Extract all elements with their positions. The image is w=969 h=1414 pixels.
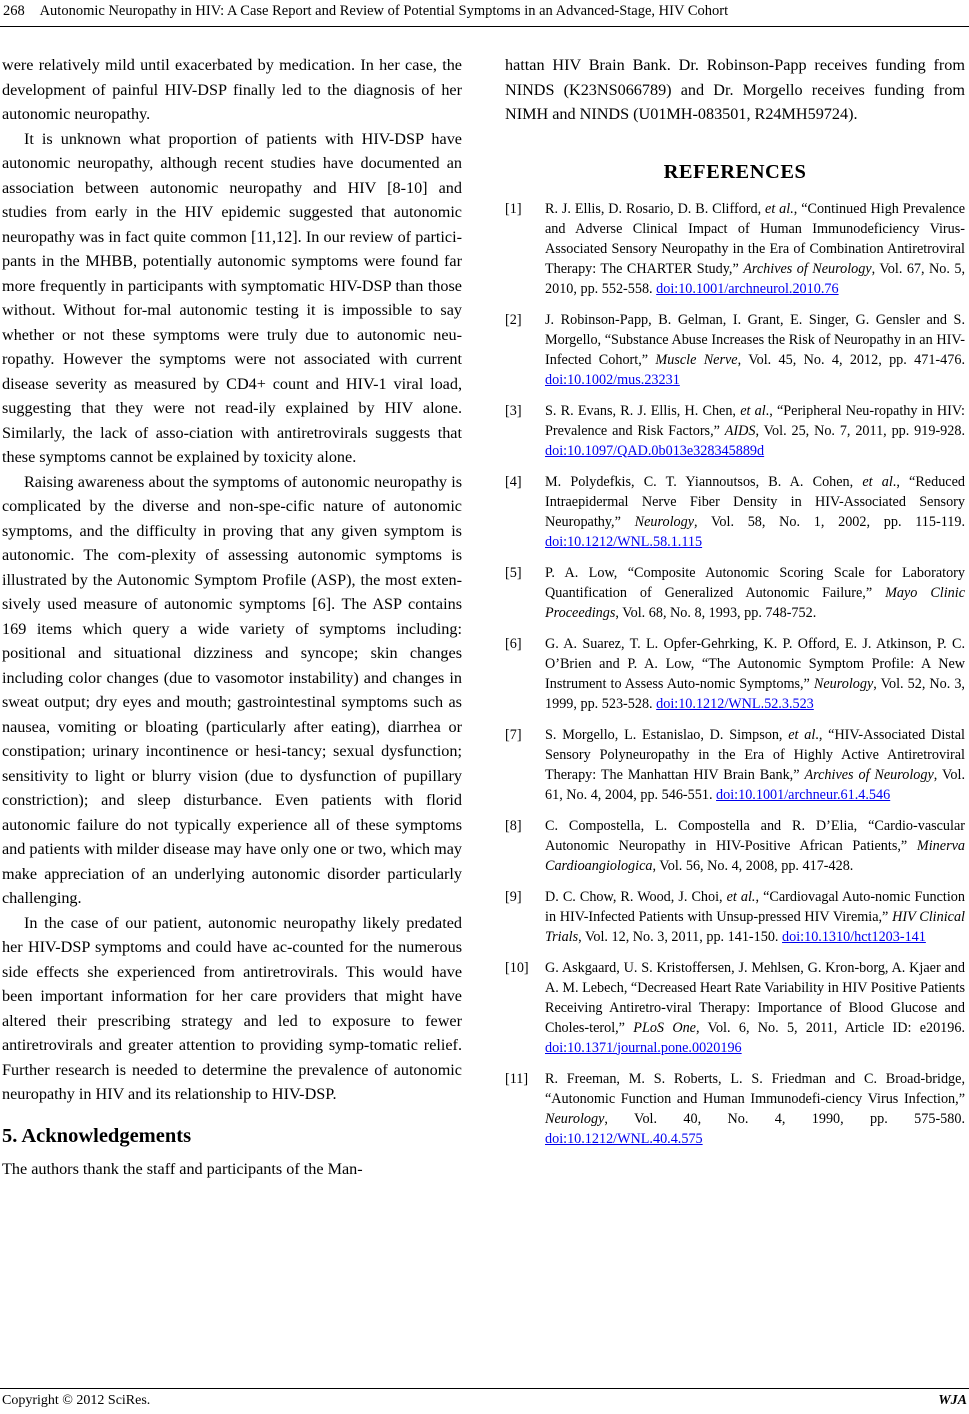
reference-text: , “Cardiovagal Auto-nomic Function in HIV-Infected Patients with Unsup-pressed HIV Viremia,” (545, 888, 965, 925)
doi-link[interactable]: doi:10.1310/hct1203-141 (782, 928, 926, 945)
reference-text: ., “HIV-Associated Distal Sensory Polyneuropathy in the Era of Highly Active Antiretroviral Therapy: The Manhattan HIV Brain Bank,” (545, 726, 965, 783)
reference-item (505, 634, 965, 714)
reference-italic: et al (740, 402, 766, 419)
reference-number: [2] (505, 311, 522, 328)
reference-text: R. Freeman, M. S. Roberts, L. S. Friedman and C. Broad-bridge, “Autonomic Function and Human Immunodefi-ciency Virus Infection,” (545, 1070, 965, 1107)
reference-italic: et al. (726, 888, 756, 905)
right-column (505, 53, 965, 1160)
reference-item (505, 1069, 965, 1149)
reference-list (505, 199, 965, 1149)
acknowledgements-continued: hattan HIV Brain Bank. Dr. Robinson-Papp receives funding from NINDS (K23NS066789) and Dr. Morgello receives funding from NIMH and NINDS (U01MH-083501, R24MH59724). (505, 56, 965, 123)
reference-number: [6] (505, 635, 522, 652)
doi-link[interactable]: doi:10.1002/mus.23231 (545, 371, 680, 388)
reference-text: C. Compostella, L. Compostella and R. D’Elia, “Cardio-vascular Autonomic Neuropathy in HIV-Positive African Patients,” (545, 817, 965, 854)
reference-italic: Neurology (634, 513, 694, 530)
reference-text: D. C. Chow, R. Wood, J. Choi, (545, 888, 727, 905)
reference-item (505, 472, 965, 552)
reference-number: [7] (505, 726, 522, 743)
reference-italic: et al (862, 473, 893, 490)
reference-text: , Vol. 68, No. 8, 1993, pp. 748-752. (615, 604, 817, 621)
body-paragraph: Raising awareness about the symptoms of autonomic neuropathy is complicated by the diverse and non-spe-cific nature of autonomic symptoms, and the difficulty in proving that any given symptom is autonomic. The com-plexity of assessing autonomic symptoms is illustrated by the Autonomic Symptom Profile (ASP), the most exten-sively used measure of autonomic symptoms [6]. The ASP contains 169 items which query a wide variety of symptoms including: positional and situational dizziness and syncope; skin changes including color changes (due to vasomotor instability) and changes in sweat output; dry eyes and mouth; gastrointestinal symptoms such as nausea, vomiting or bloating (particularly after eating), diarrhea or constipation; urinary incontinence or hesi-tancy; sexual dysfunction; sensitivity to light or blurry vision (due to dysfunction of pupillary constriction); and sleep disturbance. Even patients with florid autonomic failure do not typically experience all of these symptoms and patients with milder disease may have only one or two, which may make appreciation of an underlying autonomic disorder particularly challenging. (2, 472, 462, 907)
reference-number: [1] (505, 200, 522, 217)
reference-item (505, 310, 965, 390)
reference-italic: Neurology (545, 1110, 605, 1127)
reference-number: [11] (505, 1070, 529, 1087)
reference-text: , Vol. 6, No. 5, 2011, Article ID: e20196. (695, 1019, 966, 1036)
reference-item (505, 199, 965, 299)
reference-item (505, 401, 965, 461)
running-title: Autonomic Neuropathy in HIV: A Case Report and Review of Potential Symptoms in an Advanced-Stage, HIV Cohort (39, 3, 729, 19)
reference-number: [10] (505, 959, 529, 976)
reference-text: , Vol. 61, No. 4, 2004, pp. 546-551. (545, 766, 965, 803)
reference-italic: Archives of Neurology (804, 766, 934, 783)
reference-item (505, 725, 965, 805)
left-column (2, 53, 462, 1181)
reference-italic: Mayo Clinic Proceedings (545, 584, 966, 621)
running-header (3, 2, 963, 20)
reference-italic: Minerva Cardioangiologica (545, 837, 965, 874)
doi-link[interactable]: doi:10.1001/archneurol.2010.76 (656, 280, 839, 297)
reference-text: S. Morgello, L. Estanislao, D. Simpson, (545, 726, 789, 743)
reference-text: , Vol. 12, No. 3, 2011, pp. 141-150. (578, 928, 783, 945)
reference-italic: et al (788, 726, 816, 743)
body-paragraph: It is unknown what proportion of patients with HIV-DSP have autonomic neuropathy, although recent studies have documented an association between autonomic neuropathy and HIV [8-10] and studies from early in the HIV epidemic suggested that autonomic neuropathy was in fact quite common [11,12]. In our review of partici-pants in the MHBB, potentially autonomic symptoms were found far more frequently in participants with symptomatic HIV-DSP than those without. Without for-mal autonomic testing it is impossible to say whether or not these symptoms were truly due to autonomic neu-ropathy. However the symptoms were not associated with current disease severity as measured by CD4+ count and HIV-1 viral load, suggesting that they were not read-ily explained by HIV alone. Similarly, the lack of asso-ciation with antiretrovirals suggests that these symptoms cannot be explained by toxicity alone. (2, 129, 462, 466)
reference-text: , Vol. 40, No. 4, 1990, pp. 575-580. (604, 1110, 965, 1127)
reference-number: [5] (505, 564, 522, 581)
doi-link[interactable]: doi:10.1001/archneur.61.4.546 (716, 786, 891, 803)
acknowledgements-text: The authors thank the staff and participants of the Man- (2, 1159, 363, 1178)
doi-link[interactable]: doi:10.1212/WNL.52.3.523 (656, 695, 814, 712)
reference-text: R. J. Ellis, D. Rosario, D. B. Clifford, (545, 200, 766, 217)
references-heading: REFERENCES (663, 160, 807, 183)
reference-text: , Vol. 56, No. 4, 2008, pp. 417-428. (652, 857, 854, 874)
reference-number: [3] (505, 402, 522, 419)
reference-text: , Vol. 52, No. 3, 1999, pp. 523-528. (545, 675, 965, 712)
doi-link[interactable]: doi:10.1097/QAD.0b013e328345889d (545, 442, 765, 459)
reference-item (505, 816, 965, 876)
footer-rule (0, 1388, 969, 1389)
reference-number: [4] (505, 473, 522, 490)
section-heading-acknowledgements: 5. Acknowledgements (2, 1124, 192, 1147)
doi-link[interactable]: doi:10.1371/journal.pone.0020196 (545, 1039, 742, 1056)
reference-text: S. R. Evans, R. J. Ellis, H. Chen, (545, 402, 741, 419)
reference-text: G. A. Suarez, T. L. Opfer-Gehrking, K. P. Offord, E. J. Atkinson, P. C. O’Brien and P. A. Low, “The Autonomic Symptom Profile: A New Instrument to Assess Auto-nomic Symptoms,” (545, 635, 965, 692)
body-paragraph: were relatively mild until exacerbated by medication. In her case, the development of painful HIV-DSP finally led to the diagnosis of her autonomic neuropathy. (2, 56, 462, 123)
doi-link[interactable]: doi:10.1212/WNL.58.1.115 (545, 533, 703, 550)
reference-italic: Archives of Neurology (743, 260, 872, 277)
reference-text: G. Askgaard, U. S. Kristoffersen, J. Mehlsen, G. Kron-borg, A. Kjaer and A. M. Lebech, “Decreased Heart Rate Variability in HIV Positive Patients Receiving Antiretro-viral Therapy: Importance of Blood Glucose and Choles-terol,” (545, 959, 965, 1036)
reference-italic: AIDS (724, 422, 756, 439)
reference-italic: PLoS One (633, 1019, 696, 1036)
reference-italic: Neurology (813, 675, 874, 692)
reference-italic: et al. (765, 200, 794, 217)
copyright-notice: Copyright © 2012 SciRes. (2, 1393, 151, 1408)
reference-text: , Vol. 25, No. 7, 2011, pp. 919-928. (755, 422, 965, 439)
reference-text: P. A. Low, “Composite Autonomic Scoring Scale for Laboratory Quantification of Generalized Autonomic Failure,” (545, 564, 965, 601)
page-number: 268 (3, 3, 25, 19)
header-rule (0, 26, 969, 27)
doi-link[interactable]: doi:10.1212/WNL.40.4.575 (545, 1130, 703, 1147)
reference-item (505, 887, 965, 947)
reference-italic: HIV Clinical Trials (545, 908, 965, 945)
reference-text: , “Continued High Prevalence and Adverse Clinical Impact of Human Immunodeficiency Virus-Associated Sensory Neuropathy in the Era of Combination Antiretroviral Therapy: The CHARTER Study,” (545, 200, 965, 277)
reference-item (505, 563, 965, 623)
reference-text: ., “Peripheral Neu-ropathy in HIV: Prevalence and Risk Factors,” (545, 402, 965, 439)
journal-abbreviation: WJA (938, 1393, 967, 1408)
reference-number: [9] (505, 888, 522, 905)
reference-number: [8] (505, 817, 522, 834)
reference-text: , Vol. 58, No. 1, 2002, pp. 115-119. (694, 513, 965, 530)
reference-text: J. Robinson-Papp, B. Gelman, I. Grant, E. Singer, G. Gensler and S. Morgello, “Substance Abuse Increases the Risk of Neuropathy in an HIV-Infected Cohort,” (545, 311, 965, 368)
reference-item (505, 958, 965, 1058)
body-paragraph: In the case of our patient, autonomic neuropathy likely predated her HIV-DSP symptoms and could have ac-counted for the numerous side effects she experienced from antiretrovirals. This would have been important information for her care providers that might have altered their prescribing strategy and led to exposure to fewer antiretrovirals and greater attention to providing symp-tomatic relief. Further research is needed to determine the prevalence of autonomic neuropathy in HIV and its relationship to HIV-DSP. (2, 913, 462, 1103)
reference-text: M. Polydefkis, C. T. Yiannoutsos, B. A. Cohen, (545, 473, 863, 490)
reference-text: , Vol. 67, No. 5, 2010, pp. 552-558. (545, 260, 965, 297)
reference-text: ., “Reduced Intraepidermal Nerve Fiber Density in HIV-Associated Sensory Neuropathy,” (545, 473, 965, 530)
reference-text: , Vol. 45, No. 4, 2012, pp. 471-476. (737, 351, 965, 368)
reference-italic: Muscle Nerve (655, 351, 738, 368)
